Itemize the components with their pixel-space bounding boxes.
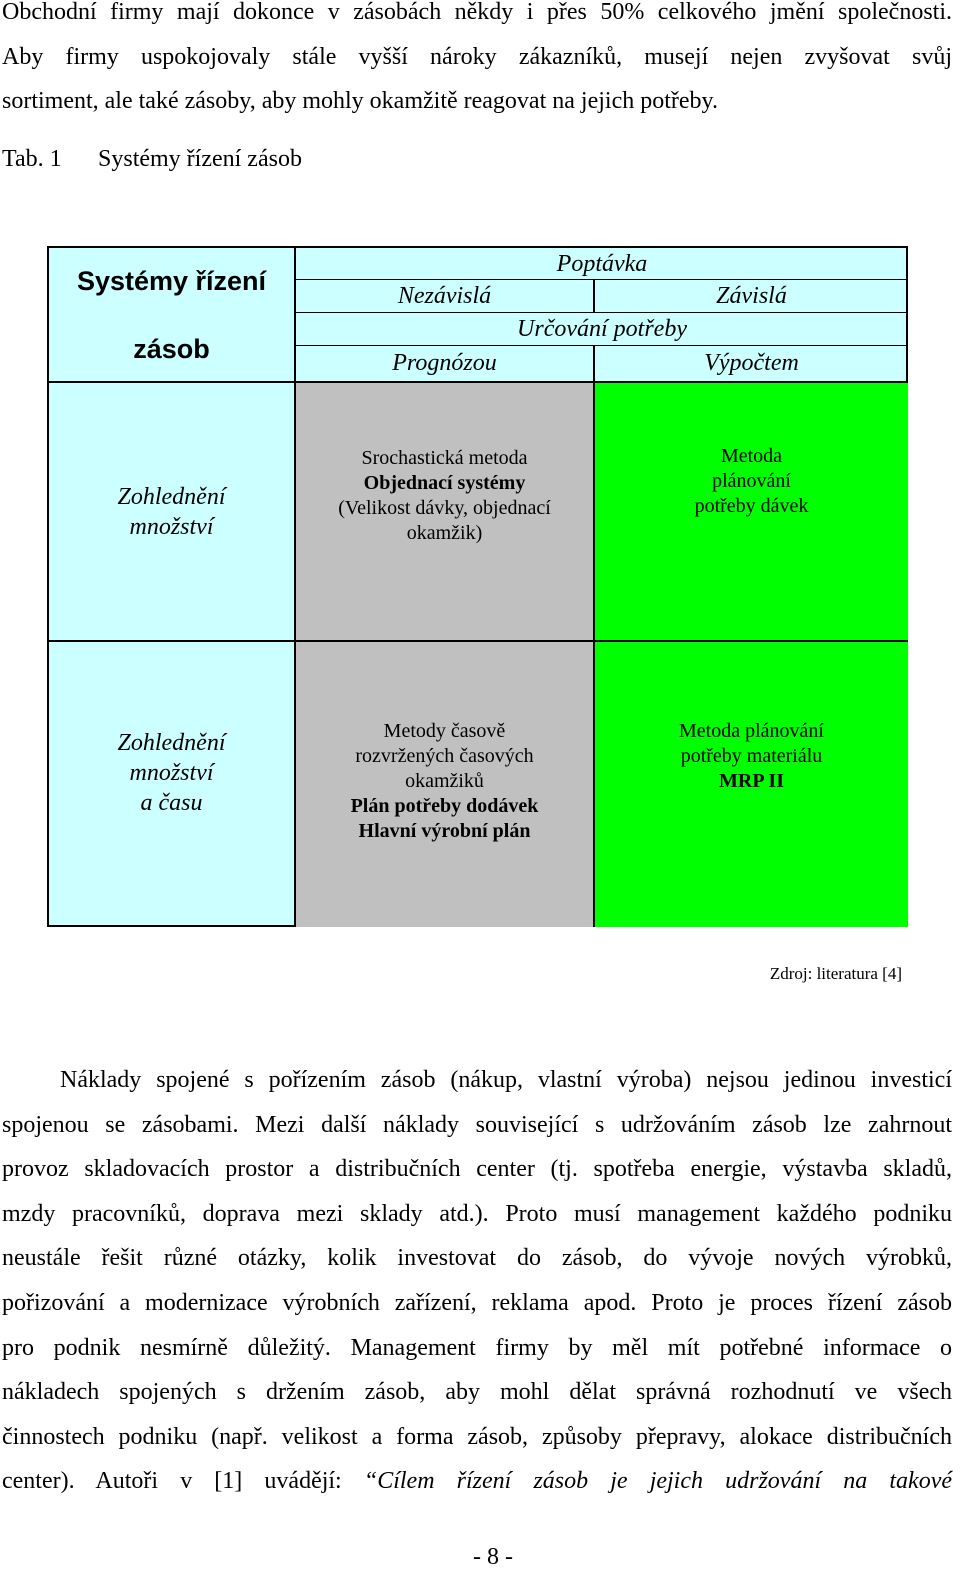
body-last-quote: “Cílem řízení zásob je jejich udržování na takové	[363, 1468, 952, 1495]
row1-gray-line: (Velikost dávky, objednací	[338, 496, 551, 519]
grid-line	[296, 312, 908, 313]
caption-title: Systémy řízení zásob	[98, 146, 302, 172]
row2-label-line: Zohlednění	[117, 729, 226, 756]
row1-gray-line: Srochastická metoda	[361, 446, 528, 469]
row2-green-line: MRP II	[719, 770, 784, 792]
body-line-last	[2, 1459, 952, 1504]
grid-line	[294, 248, 296, 925]
table-caption	[2, 140, 302, 178]
intro-paragraph	[2, 0, 952, 124]
row2-label	[49, 642, 294, 927]
header-urcovani	[296, 312, 908, 346]
row2-gray-line: Metody časově	[383, 720, 506, 742]
row1-green-line: Metoda	[720, 445, 783, 467]
inventory-systems-table	[47, 246, 908, 927]
grid-line	[296, 345, 908, 346]
row2-label-line: a času	[140, 789, 203, 816]
body-line: nákladech spojených s držením zásob, aby mohl dělat správná rozhodnutí ve všech	[2, 1379, 952, 1406]
row2-gray-line: rozvržených časových	[355, 745, 534, 767]
row1-label	[49, 383, 294, 640]
header-prognozou-text: Prognózou	[392, 350, 497, 376]
header-nezavisla-text: Nezávislá	[397, 282, 492, 309]
row1-green-line: potřeby dávek	[694, 495, 809, 517]
intro-line: Obchodní firmy mají dokonce v zásobách někdy i přes 50% celkového jmění společnosti.	[2, 0, 952, 25]
row2-green-cell	[595, 642, 908, 927]
corner-line-2: zásob	[133, 333, 210, 364]
grid-line	[49, 640, 906, 642]
row1-label-line: množství	[129, 513, 214, 540]
body-line: neustále řešit různé otázky, kolik investovat do zásob, do vývoje nových výrobků,	[2, 1245, 952, 1272]
header-poptavka	[296, 248, 908, 280]
header-urcovani-text: Určování potřeby	[517, 315, 687, 342]
body-paragraph	[2, 1058, 952, 1504]
body-line: Náklady spojené s pořízením zásob (nákup, vlastní výroba) nejsou jedinou investicí	[60, 1067, 952, 1093]
table-corner-cell	[49, 248, 294, 381]
row2-label-line: množství	[129, 759, 214, 786]
grid-line	[296, 279, 908, 280]
header-zavisla-text: Závislá	[716, 282, 787, 309]
row2-green-line: potřeby materiálu	[680, 745, 823, 767]
grid-line	[49, 381, 906, 383]
body-line: spojenou se zásobami. Mezi další náklady související s udržováním zásob lze zahrnout	[2, 1111, 952, 1138]
grid-line	[593, 280, 595, 312]
body-line: pořizování a modernizace výrobních zařízení, reklama apod. Proto je proces řízení zásob	[2, 1289, 952, 1316]
corner-line-1: Systémy řízení	[76, 265, 267, 296]
row1-green-cell	[595, 383, 908, 640]
row1-green-line: plánování	[712, 470, 791, 492]
row1-label-line: Zohlednění	[117, 483, 226, 510]
body-line: provoz skladovacích prostor a distribučních center (tj. spotřeba energie, výstavba skladů,	[2, 1156, 952, 1183]
row2-gray-line: okamžiků	[405, 770, 484, 792]
header-prognozou	[296, 346, 593, 381]
header-nezavisla	[296, 280, 593, 312]
header-vypoctem-text: Výpočtem	[704, 350, 799, 376]
body-last-normal: center). Autoři v [1] uvádějí:	[2, 1468, 364, 1495]
row1-gray-line: Objednací systémy	[363, 471, 526, 494]
body-line: pro podnik nesmírně důležitý. Management firmy by měl mít potřebné informace o	[2, 1334, 952, 1361]
header-poptavka-text: Poptávka	[556, 250, 648, 277]
page-number: - 8 -	[473, 1544, 513, 1570]
body-line: mzdy pracovníků, doprava mezi sklady atd.). Proto musí management každého podniku	[2, 1200, 952, 1227]
row1-gray-line: okamžik)	[406, 521, 483, 544]
row2-gray-cell	[296, 642, 593, 927]
table-source: Zdroj: literatura [4]	[769, 964, 902, 983]
body-line: činnostech podniku (např. velikost a forma zásob, způsoby přepravy, alokace distribučních	[2, 1423, 952, 1450]
header-vypoctem	[595, 346, 908, 381]
row2-gray-line: Hlavní výrobní plán	[358, 820, 531, 842]
intro-line: sortiment, ale také zásoby, aby mohly okamžitě reagovat na jejich potřeby.	[2, 88, 718, 115]
intro-line: Aby firmy uspokojovaly stále vyšší nároky zákazníků, musejí nejen zvyšovat svůj	[2, 43, 952, 70]
grid-line	[593, 346, 595, 925]
header-zavisla	[595, 280, 908, 312]
row1-gray-cell	[296, 383, 593, 640]
row2-green-line: Metoda plánování	[679, 720, 824, 742]
row2-gray-line: Plán potřeby dodávek	[350, 795, 539, 817]
caption-label: Tab. 1	[2, 146, 62, 172]
